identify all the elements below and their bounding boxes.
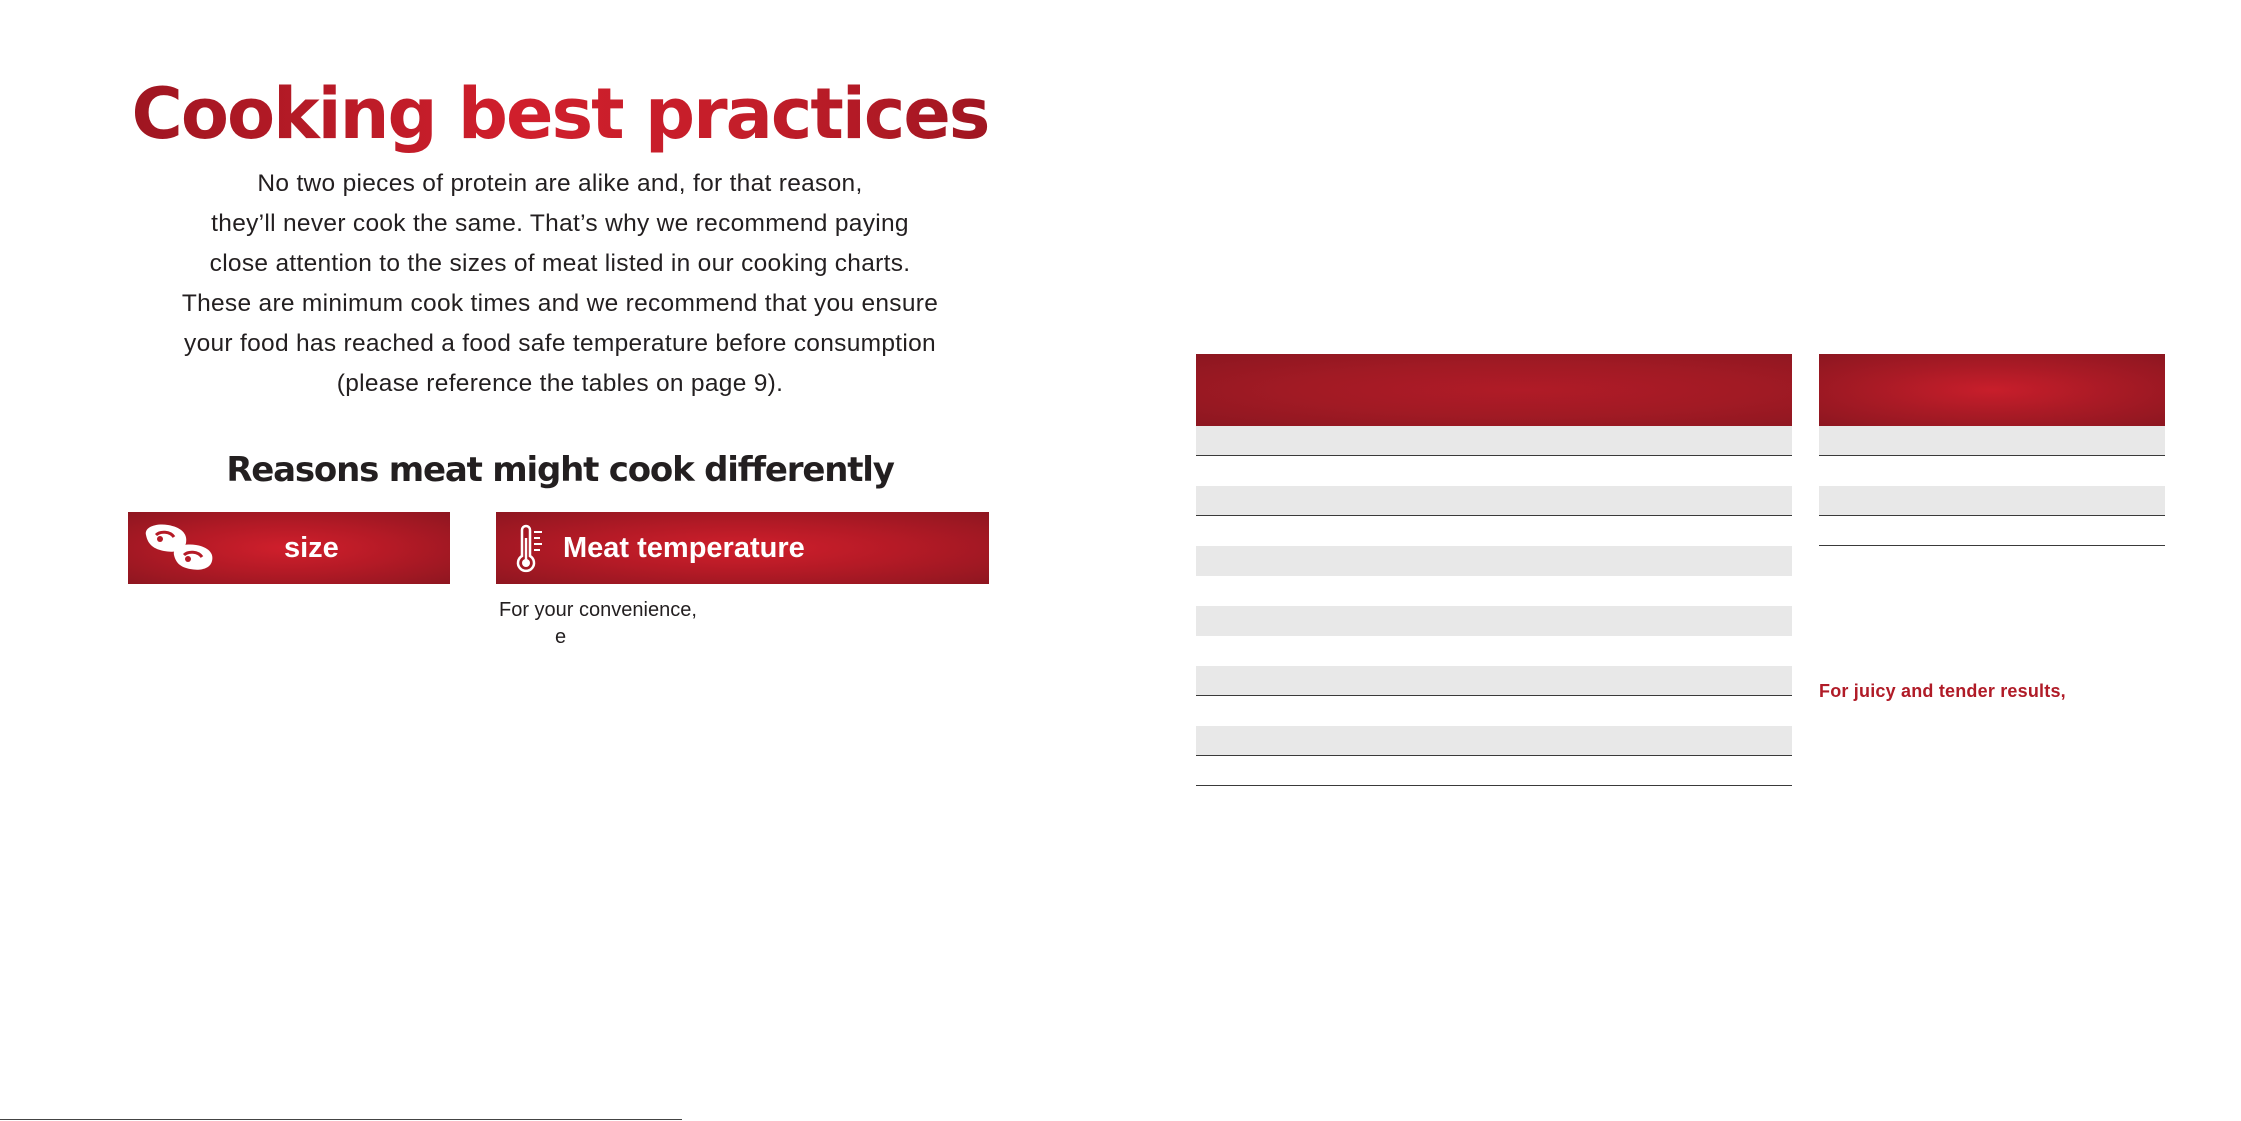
juicy-tip-text: For juicy and tender results, — [1819, 681, 2066, 701]
page-title: Cooking best practices — [100, 68, 1020, 160]
intro-line: your food has reached a food safe temperature before consumption — [184, 330, 936, 357]
table-header — [1819, 354, 2165, 426]
table-row — [1196, 576, 1792, 606]
cooking-table-right — [1819, 354, 2165, 546]
section-subtitle: Reasons meat might cook differently — [226, 450, 894, 490]
table-row — [1196, 456, 1792, 486]
bottom-divider — [0, 1119, 682, 1120]
temperature-note-line: For your convenience, — [499, 599, 697, 621]
table-row — [1196, 546, 1792, 576]
temperature-banner — [496, 512, 989, 584]
table-row — [1819, 516, 2165, 546]
table-row — [1819, 426, 2165, 456]
table-row — [1819, 456, 2165, 486]
temperature-note — [499, 597, 739, 651]
steak-icon — [140, 521, 216, 582]
table-row — [1196, 606, 1792, 636]
cooking-table-left — [1196, 354, 1792, 786]
table-row — [1196, 666, 1792, 696]
table-row — [1819, 486, 2165, 516]
intro-line: close attention to the sizes of meat listed in our cooking charts. — [209, 250, 911, 277]
table-row — [1196, 516, 1792, 546]
intro-line: they’ll never cook the same. That’s why we recommend paying — [211, 210, 909, 237]
table-row — [1196, 486, 1792, 516]
table-row — [1196, 696, 1792, 726]
table-row — [1196, 426, 1792, 456]
intro-line: These are minimum cook times and we recommend that you ensure — [181, 290, 939, 317]
thermometer-icon — [516, 524, 546, 579]
size-banner-label: size — [284, 532, 339, 564]
table-row — [1196, 636, 1792, 666]
intro-line: (please reference the tables on page 9). — [336, 370, 784, 397]
temperature-note-line: e — [555, 626, 567, 648]
table-row — [1196, 726, 1792, 756]
intro-paragraph — [120, 164, 1000, 404]
size-banner — [128, 512, 450, 584]
intro-line: No two pieces of protein are alike and, for that reason, — [257, 170, 863, 197]
table-row — [1196, 756, 1792, 786]
table-header — [1196, 354, 1792, 426]
temperature-banner-label: Meat temperature — [563, 532, 805, 564]
